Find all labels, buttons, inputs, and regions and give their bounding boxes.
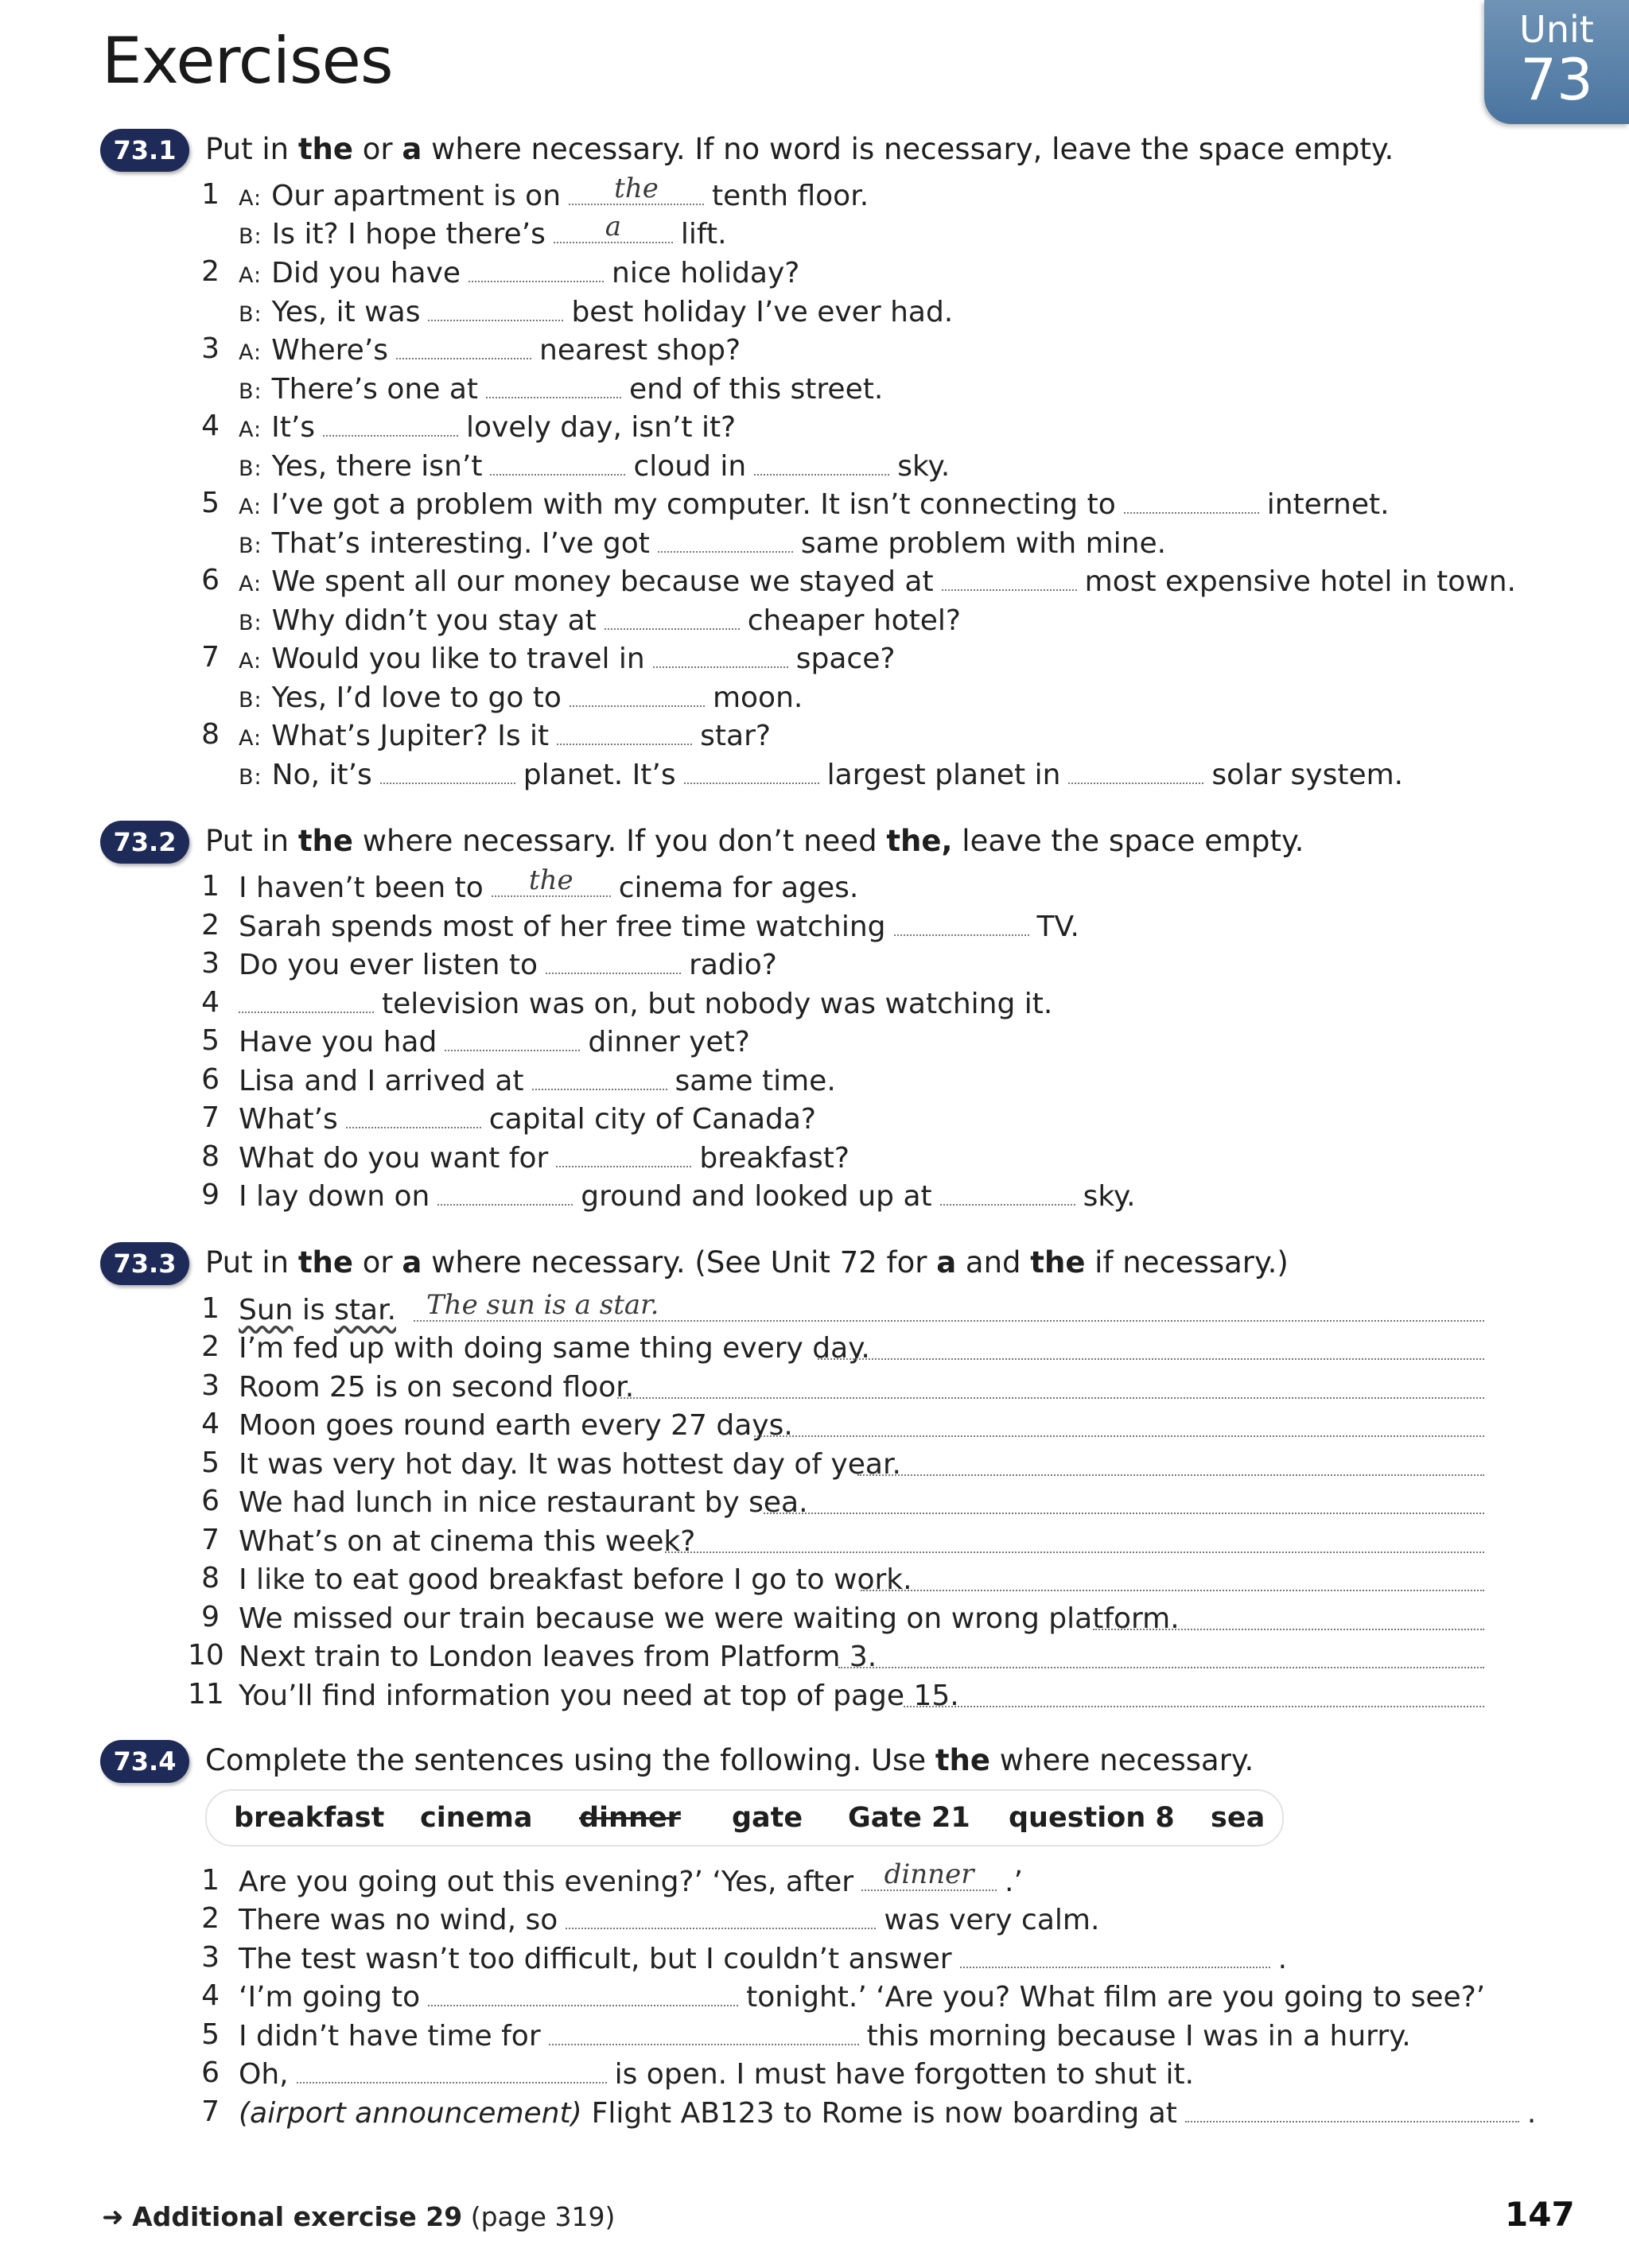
item-number: 8 <box>201 1140 220 1173</box>
exercise-line <box>239 1140 849 1177</box>
exercise-line: We had lunch in nice restaurant by sea. <box>239 1486 808 1519</box>
dialogue-line <box>239 173 869 215</box>
line-text: sky. <box>1083 1180 1136 1213</box>
answer-gap[interactable] <box>492 864 611 897</box>
answer-line[interactable] <box>818 1358 1484 1360</box>
line-text: Did you have <box>271 257 461 289</box>
exercise-instructions <box>205 1245 1289 1280</box>
item-number: 8 <box>201 1562 220 1594</box>
line-text: cheaper hotel? <box>747 604 962 637</box>
line-text: No, it’s <box>271 759 372 791</box>
line-text: Yes, I’d love to go to <box>271 682 562 714</box>
speaker-label: B: <box>239 765 262 790</box>
page-title: Exercises <box>102 24 393 98</box>
item-number: 1 <box>201 870 220 903</box>
line-text: breakfast? <box>699 1142 849 1175</box>
answer-gap[interactable] <box>396 334 531 359</box>
line-text: internet. <box>1266 488 1390 521</box>
line-text: It’s <box>271 411 316 444</box>
speaker-label: B: <box>239 224 262 249</box>
handwritten-answer: a <box>605 211 622 243</box>
answer-gap[interactable] <box>428 296 563 321</box>
speaker-label: A: <box>239 495 262 519</box>
exercise-badge: 73.2 <box>100 821 189 864</box>
line-text: I’ve got a problem with my computer. It isn’t connecting to <box>271 488 1116 521</box>
item-number: 1 <box>201 1292 220 1325</box>
line-text: Yes, there isn’t <box>271 450 483 483</box>
instr-keyword: a <box>402 1245 422 1280</box>
marked-word: star. <box>334 1294 397 1326</box>
exercise-line <box>239 1063 836 1100</box>
exercise-line <box>239 864 859 907</box>
handwritten-answer: the <box>528 864 573 896</box>
word-box <box>205 1789 1284 1847</box>
word-option-used: dinner <box>579 1802 681 1834</box>
answer-gap[interactable] <box>546 949 681 974</box>
speaker-label: A: <box>239 417 262 442</box>
item-number: 4 <box>201 1408 220 1440</box>
line-text: Our apartment is on <box>271 180 562 212</box>
speaker-label: B: <box>239 302 262 327</box>
answer-gap[interactable] <box>684 759 819 784</box>
line-text: was very calm. <box>884 1904 1100 1936</box>
link-label: Additional exercise 29 <box>132 2201 463 2232</box>
answer-gap[interactable] <box>658 527 793 553</box>
item-number: 9 <box>201 1601 220 1633</box>
line-text: I haven’t been to <box>239 872 484 904</box>
line-text: ‘I’m going to <box>239 1981 421 2014</box>
item-number: 6 <box>201 1485 220 1517</box>
line-text: tonight.’ ‘Are you? What film are you going to see?’ <box>746 1981 1486 2014</box>
instr-keyword: the <box>297 1245 353 1280</box>
unit-label: Unit <box>1519 8 1594 51</box>
item-number: 9 <box>201 1179 220 1211</box>
line-text: is <box>293 1294 335 1326</box>
exercise-line: We missed our train because we were waiting on wrong platform. <box>239 1602 1180 1635</box>
exercise-line <box>239 1179 1136 1215</box>
instr-text: where necessary. (See Unit 72 for <box>422 1245 937 1280</box>
line-text: lift. <box>680 218 727 250</box>
instr-text: or <box>353 132 402 166</box>
answer-gap[interactable] <box>380 759 515 784</box>
instr-text: or <box>353 1245 402 1280</box>
item-number: 1 <box>201 178 220 211</box>
answer-line[interactable] <box>857 1474 1484 1476</box>
item-number: 7 <box>201 1524 220 1556</box>
instr-text: where necessary. If you don’t need <box>353 824 887 858</box>
line-text: capital city of Canada? <box>488 1103 817 1136</box>
dialogue-line <box>239 449 950 485</box>
handwritten-answer: The sun is a star. <box>426 1289 659 1321</box>
answer-gap[interactable] <box>428 1981 738 2006</box>
exercise-line <box>239 1024 750 1061</box>
item-number: 2 <box>201 1330 220 1363</box>
speaker-label: B: <box>239 688 262 713</box>
answer-line[interactable] <box>764 1513 1484 1514</box>
line-text: most expensive hotel in town. <box>1084 565 1516 598</box>
handwritten-answer: the <box>614 173 659 204</box>
answer-gap[interactable] <box>940 1180 1075 1206</box>
exercise-line: Room 25 is on second floor. <box>239 1371 635 1404</box>
line-text: cloud in <box>633 450 747 483</box>
line-text: There was no wind, so <box>239 1904 558 1936</box>
line-text: I lay down on <box>239 1180 430 1213</box>
line-text: Why didn’t you stay at <box>271 604 597 637</box>
exercise-line: It was very hot day. It was hottest day of year. <box>239 1448 901 1481</box>
answer-line[interactable] <box>904 1706 1484 1707</box>
instr-text: leave the space empty. <box>952 824 1304 858</box>
answer-gap[interactable] <box>569 173 704 205</box>
line-text: Would you like to travel in <box>271 643 645 675</box>
item-number: 7 <box>201 2095 220 2128</box>
line-text: .’ <box>1005 1866 1023 1898</box>
line-text: ground and looked up at <box>581 1180 932 1213</box>
unit-number: 73 <box>1520 46 1593 113</box>
exercise-line: I’m fed up with doing same thing every day. <box>239 1332 870 1365</box>
line-text: television was on, but nobody was watching it. <box>382 988 1053 1020</box>
line-text: planet. It’s <box>523 759 676 791</box>
exercise-line <box>239 2056 1194 2093</box>
speaker-label: A: <box>239 726 262 751</box>
exercise-line <box>239 1941 1287 1978</box>
exercise-badge: 73.1 <box>100 129 189 172</box>
speaker-label: A: <box>239 186 262 211</box>
instr-text: and <box>956 1245 1031 1280</box>
answer-gap[interactable] <box>566 1904 876 1929</box>
instr-text: where necessary. <box>989 1743 1254 1777</box>
answer-gap[interactable] <box>942 565 1077 591</box>
answer-gap[interactable] <box>297 2058 607 2084</box>
item-number: 5 <box>201 487 220 519</box>
answer-gap[interactable] <box>894 911 1029 936</box>
instr-keyword: the <box>935 1743 990 1777</box>
dialogue-line <box>239 255 799 292</box>
line-text: What’s Jupiter? Is it <box>271 720 550 752</box>
dialogue-line <box>239 718 771 755</box>
answer-gap[interactable] <box>532 1065 667 1090</box>
dialogue-line <box>239 641 895 678</box>
exercise-line <box>239 2018 1411 2055</box>
line-text: nearest shop? <box>539 334 741 367</box>
exercise-line <box>239 909 1079 946</box>
exercise-line <box>231 986 1052 1023</box>
item-number: 10 <box>188 1639 224 1672</box>
dialogue-line <box>239 294 953 331</box>
answer-gap[interactable] <box>549 2020 859 2045</box>
item-number: 3 <box>201 332 220 365</box>
answer-gap[interactable] <box>653 643 788 668</box>
exercise-badge: 73.3 <box>100 1242 189 1285</box>
item-number: 3 <box>201 1941 220 1974</box>
word-option: Gate 21 <box>848 1802 970 1834</box>
speaker-label: B: <box>239 534 262 558</box>
line-text: largest planet in <box>826 759 1061 791</box>
exercise-instructions <box>205 1743 1254 1777</box>
line-text: end of this street. <box>629 373 884 406</box>
line-text: space? <box>795 643 896 675</box>
line-text: nice holiday? <box>612 257 800 289</box>
item-number: 7 <box>201 1101 220 1134</box>
line-text: star? <box>700 720 772 752</box>
exercise-instructions <box>205 824 1304 858</box>
dialogue-line <box>239 487 1390 523</box>
answer-line[interactable] <box>665 1551 1484 1553</box>
word-option: cinema <box>420 1802 533 1834</box>
instr-text: if necessary.) <box>1085 1245 1289 1280</box>
exercise-line: You’ll find information you need at top of page 15. <box>239 1680 959 1712</box>
item-number: 4 <box>201 1979 220 2012</box>
dialogue-line <box>239 371 883 408</box>
speaker-label: A: <box>239 649 262 674</box>
dialogue-line <box>239 564 1516 600</box>
exercise-line: What’s on at cinema this week? <box>239 1525 696 1558</box>
item-number: 2 <box>201 255 220 288</box>
line-text: We spent all our money because we stayed at <box>271 565 934 598</box>
word-option: breakfast <box>234 1802 385 1834</box>
word-option: gate <box>732 1802 803 1834</box>
answer-gap[interactable] <box>861 1858 997 1891</box>
answer-gap[interactable] <box>468 257 604 282</box>
handwritten-answer: dinner <box>884 1858 974 1890</box>
exercise-line <box>239 1902 1099 1939</box>
item-number: 5 <box>201 1024 220 1057</box>
instr-text: Put in <box>205 132 298 166</box>
instr-keyword: a <box>936 1245 957 1280</box>
answer-gap[interactable] <box>346 1103 481 1128</box>
item-number: 7 <box>201 641 220 674</box>
speaker-label: B: <box>239 611 262 635</box>
line-text: . <box>1526 2097 1537 2130</box>
word-option: sea <box>1211 1802 1265 1834</box>
line-text: moon. <box>712 682 803 714</box>
marked-word: Sun <box>239 1294 294 1326</box>
answer-line[interactable] <box>414 1320 1484 1322</box>
exercise-line <box>239 2095 1536 2132</box>
exercise-line: Next train to London leaves from Platform 3. <box>239 1641 877 1673</box>
item-number: 6 <box>201 564 220 596</box>
instr-keyword: a <box>402 132 422 166</box>
line-text: Are you going out this evening?’ ‘Yes, after <box>239 1866 854 1898</box>
answer-gap[interactable] <box>445 1026 580 1051</box>
line-text: same time. <box>675 1065 836 1097</box>
item-number: 6 <box>201 2056 220 2089</box>
answer-line[interactable] <box>617 1397 1484 1399</box>
answer-gap[interactable] <box>554 211 673 243</box>
exercise-line: Moon goes round earth every 27 days. <box>239 1409 793 1442</box>
item-number: 4 <box>201 410 220 442</box>
answer-gap[interactable] <box>437 1180 573 1206</box>
answer-line[interactable] <box>1093 1629 1484 1630</box>
dialogue-line <box>239 410 736 446</box>
answer-gap[interactable] <box>557 720 692 745</box>
line-text: cinema for ages. <box>618 872 859 904</box>
answer-gap[interactable] <box>1068 759 1203 784</box>
instr-keyword: the <box>297 132 353 166</box>
answer-line[interactable] <box>838 1667 1484 1668</box>
line-text: Sarah spends most of her free time watching <box>239 911 886 943</box>
line-text: What’s <box>239 1103 338 1136</box>
dialogue-line <box>239 757 1403 794</box>
line-text: Is it? I hope there’s <box>271 218 546 250</box>
instr-text: Put in <box>205 824 298 858</box>
instr-text: Put in <box>205 1245 298 1280</box>
answer-gap[interactable] <box>490 450 625 476</box>
unit-tab <box>1484 0 1629 124</box>
line-text: dinner yet? <box>588 1026 750 1058</box>
line-text: TV. <box>1036 911 1079 943</box>
exercise-line <box>239 947 777 984</box>
exercise-line <box>239 1292 396 1329</box>
answer-gap[interactable] <box>486 373 621 398</box>
page-number: 147 <box>1505 2195 1575 2234</box>
answer-gap[interactable] <box>556 1142 691 1167</box>
speaker-label: B: <box>239 379 262 404</box>
line-text: radio? <box>689 949 777 981</box>
line-text: sky. <box>897 450 951 483</box>
exercise-instructions <box>205 132 1394 166</box>
answer-gap[interactable] <box>239 988 374 1013</box>
line-text: Do you ever listen to <box>239 949 538 981</box>
exercise-line <box>239 1858 1023 1901</box>
dialogue-line <box>239 332 741 369</box>
line-text: tenth floor. <box>712 180 869 212</box>
answer-gap[interactable] <box>960 1943 1270 1968</box>
line-text: What do you want for <box>239 1142 549 1175</box>
item-number: 5 <box>201 2018 220 2051</box>
exercise-line <box>239 1101 816 1138</box>
line-text: I didn’t have time for <box>239 2020 541 2052</box>
item-number: 4 <box>201 986 220 1019</box>
line-italic-note: (airport announcement) <box>239 2097 582 2130</box>
instr-keyword: the, <box>886 824 953 858</box>
line-text: is open. I must have forgotten to shut it. <box>614 2058 1195 2091</box>
line-text: this morning because I was in a hurry. <box>866 2020 1411 2052</box>
instr-keyword: the <box>297 824 353 858</box>
dialogue-line <box>239 680 803 717</box>
line-text: Yes, it was <box>271 296 421 328</box>
link-page-ref: (page 319) <box>462 2201 616 2232</box>
exercise-badge: 73.4 <box>100 1740 189 1783</box>
line-text: The test wasn’t too difficult, but I couldn’t answer <box>239 1943 952 1975</box>
line-text: Where’s <box>271 334 389 367</box>
answer-gap[interactable] <box>570 682 705 707</box>
line-text: Have you had <box>239 1026 437 1058</box>
item-number: 5 <box>201 1447 220 1479</box>
exercise-line <box>239 1979 1485 2016</box>
item-number: 11 <box>188 1678 224 1711</box>
arrow-icon: ➜ <box>102 2201 124 2232</box>
exercise-line: I like to eat good breakfast before I go to work. <box>239 1563 912 1596</box>
answer-gap[interactable] <box>605 604 740 630</box>
item-number: 8 <box>201 718 220 751</box>
line-text: That’s interesting. I’ve got <box>271 527 650 560</box>
answer-gap[interactable] <box>1185 2097 1519 2122</box>
item-number: 3 <box>201 1369 220 1402</box>
answer-gap[interactable] <box>1124 488 1259 514</box>
speaker-label: A: <box>239 572 262 596</box>
answer-gap[interactable] <box>323 411 458 437</box>
answer-line[interactable] <box>861 1590 1484 1591</box>
word-option: question 8 <box>1009 1802 1175 1834</box>
line-text: best holiday I’ve ever had. <box>571 296 954 328</box>
speaker-label: B: <box>239 456 262 481</box>
line-text: solar system. <box>1211 759 1404 791</box>
item-number: 2 <box>201 1902 220 1935</box>
line-text: Oh, <box>239 2058 289 2091</box>
item-number: 1 <box>201 1864 220 1897</box>
line-text: Flight AB123 to Rome is now boarding at <box>591 2097 1177 2130</box>
line-text: . <box>1277 1943 1288 1975</box>
item-number: 6 <box>201 1063 220 1096</box>
answer-line[interactable] <box>754 1435 1484 1437</box>
instr-text: where necessary. If no word is necessary, leave the space empty. <box>422 132 1394 166</box>
item-number: 2 <box>201 909 220 942</box>
line-text: There’s one at <box>271 373 478 406</box>
item-number: 3 <box>201 947 220 980</box>
additional-exercise-link[interactable] <box>102 2201 615 2232</box>
line-text: Lisa and I arrived at <box>239 1065 524 1097</box>
instr-text: Complete the sentences using the following. Use <box>205 1743 935 1777</box>
line-text: lovely day, isn’t it? <box>466 411 737 444</box>
dialogue-line <box>239 211 727 253</box>
dialogue-line <box>239 603 961 639</box>
dialogue-line <box>239 526 1166 562</box>
line-text: same problem with mine. <box>800 527 1167 560</box>
speaker-label: A: <box>239 340 262 365</box>
answer-gap[interactable] <box>754 450 889 476</box>
speaker-label: A: <box>239 263 262 288</box>
instr-keyword: the <box>1030 1245 1086 1280</box>
